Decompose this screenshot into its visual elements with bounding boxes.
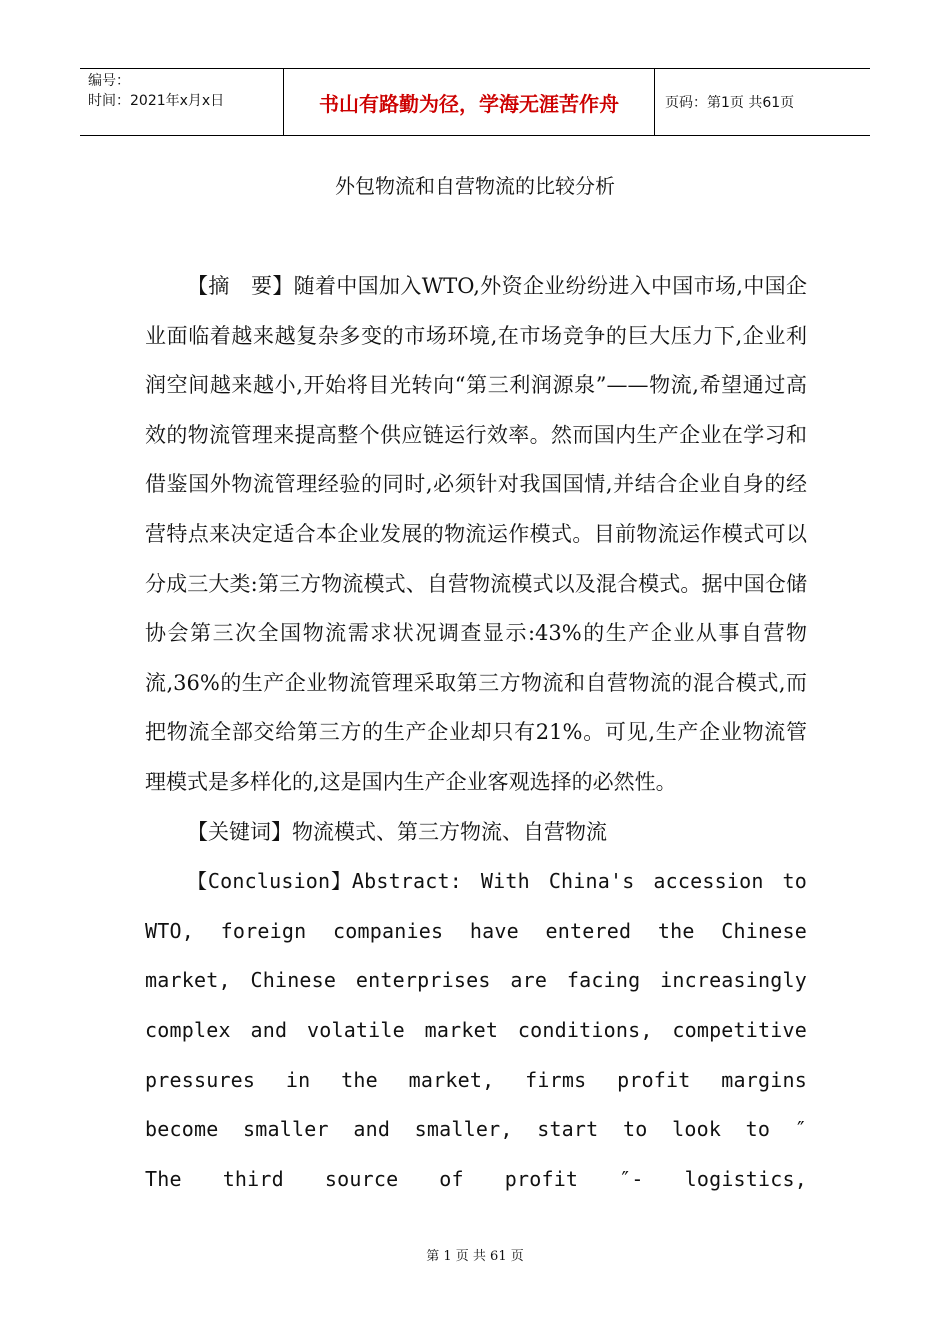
header-left-cell	[80, 69, 283, 135]
abstract-english: 【Conclusion】Abstract: With China's accession to WTO, foreign companies have entered the Chinese market, Chinese enterprises are facing increasingly complex and volatile market conditions, competitive pressures in the market, firms profit margins become smaller and smaller, start to look to ″ The third source of profit ″- logistics,	[145, 869, 807, 1191]
page-footer: 第 1 页 共 61 页	[426, 1249, 524, 1264]
document-title: 外包物流和自营物流的比较分析	[335, 174, 615, 198]
header-table	[80, 68, 870, 136]
header-motto-cell	[283, 69, 655, 135]
keywords: 【关键词】物流模式、第三方物流、自营物流	[187, 819, 607, 844]
document-body	[145, 262, 807, 1204]
header-page-number: 页码：第1页 共61页	[665, 95, 795, 111]
document-date: 时间：2021年x月x日	[88, 93, 225, 109]
abstract-chinese: 【摘 要】随着中国加入WTO,外资企业纷纷进入中国市场,中国企业面临着越来越复杂多变的市场环境,在市场竞争的巨大压力下,企业利润空间越来越小,开始将目光转向“第三利润源泉”——物流,希望通过高效的物流管理来提高整个供应链运行效率。然而国内生产企业在学习和借鉴国外物流管理经验的同时,必须针对我国国情,并结合企业自身的经营特点来决定适合本企业发展的物流运作模式。目前物流运作模式可以分成三大类:第三方物流模式、自营物流模式以及混合模式。据中国仓储协会第三次全国物流需求状况调查显示:43%的生产企业从事自营物流,36%的生产企业物流管理采取第三方物流和自营物流的混合模式,而把物流全部交给第三方的生产企业却只有21%。可见,生产企业物流管理模式是多样化的,这是国内生产企业客观选择的必然性。	[145, 274, 807, 794]
header-motto: 书山有路勤为径，学海无涯苦作舟	[319, 91, 619, 116]
header-page-cell	[655, 69, 870, 135]
document-number-label: 编号：	[88, 73, 130, 89]
